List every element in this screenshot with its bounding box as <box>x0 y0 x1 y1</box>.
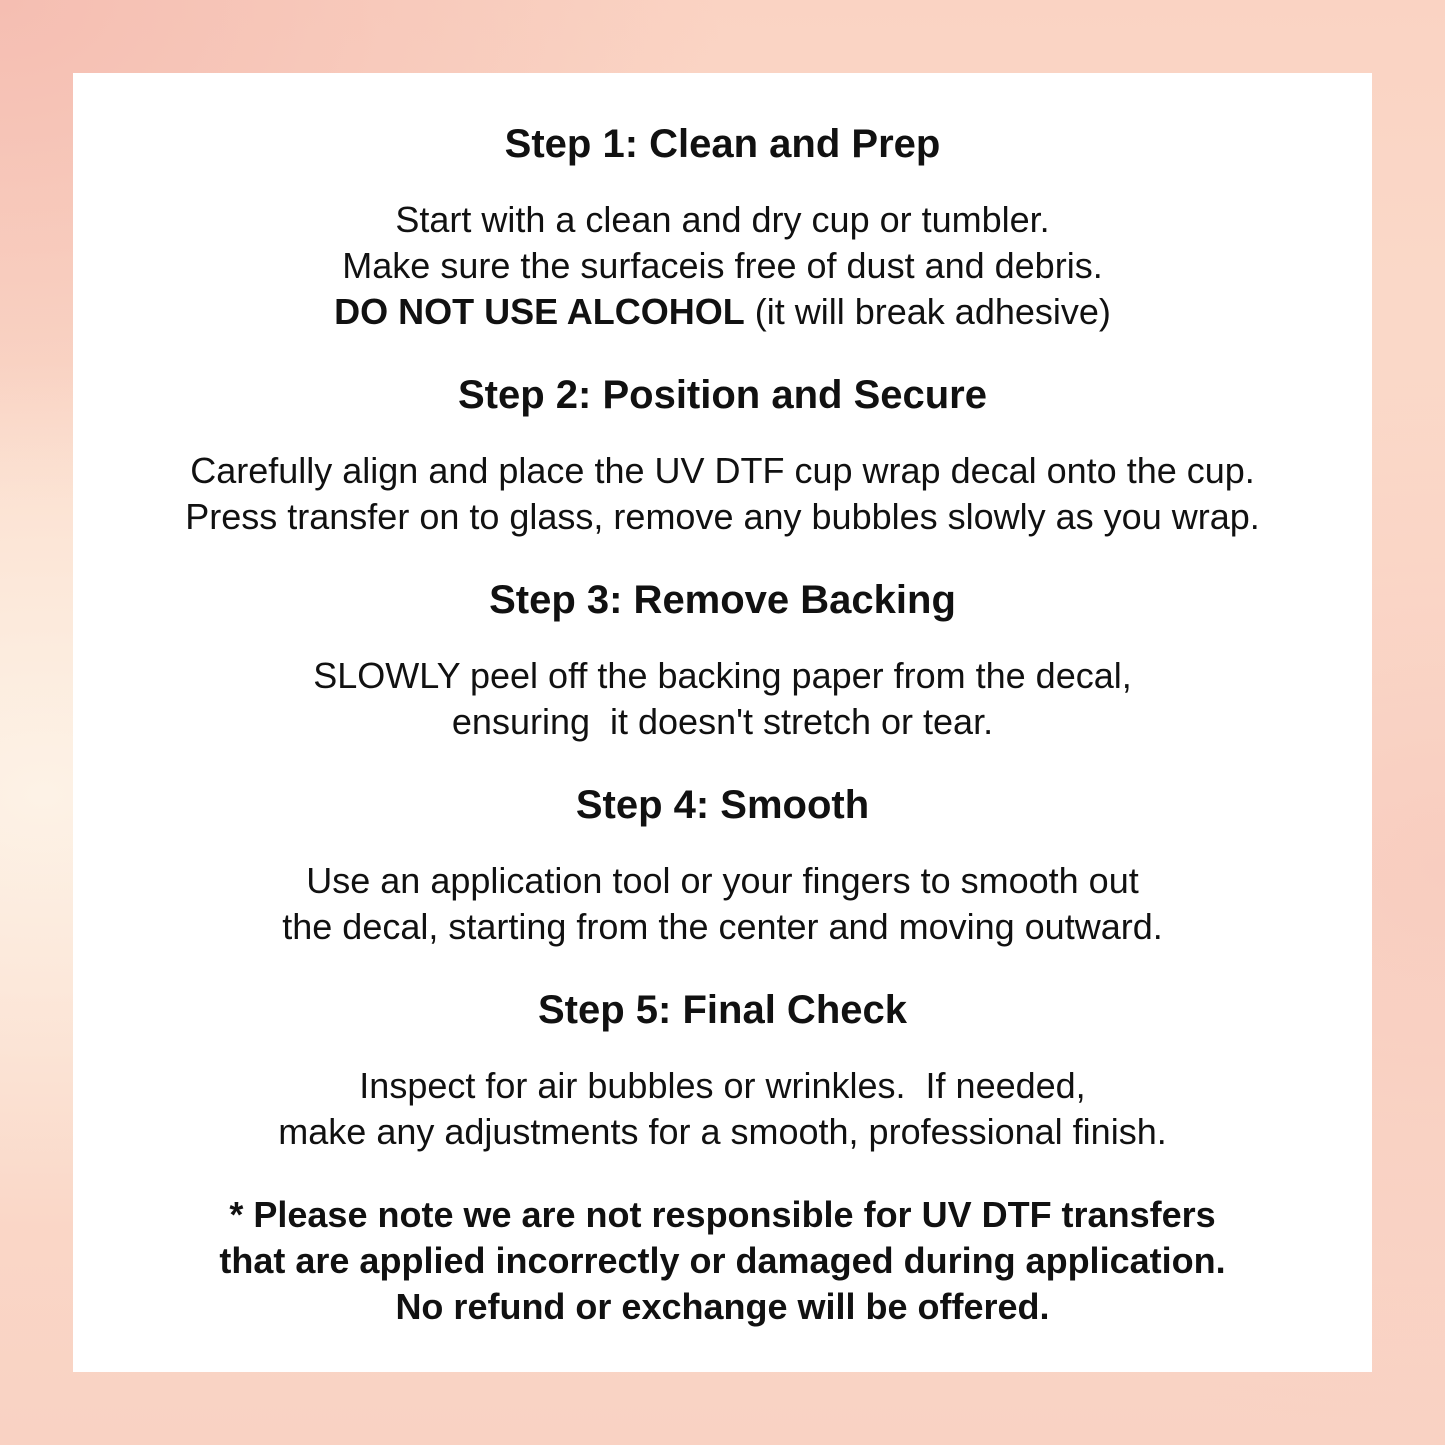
instruction-line: Use an application tool or your fingers to smooth out <box>306 860 1139 901</box>
instruction-line: Carefully align and place the UV DTF cup wrap decal onto the cup. <box>190 450 1255 491</box>
alcohol-warning-line <box>93 289 1352 335</box>
instruction-line: Make sure the surfaceis free of dust and debris. <box>342 245 1103 286</box>
step-3-section <box>93 577 1352 745</box>
disclaimer <box>93 1192 1352 1330</box>
step-2-heading: Step 2: Position and Secure <box>457 373 987 417</box>
instruction-line: Inspect for air bubbles or wrinkles. If needed, <box>359 1065 1086 1106</box>
disclaimer-line: No refund or exchange will be offered. <box>395 1286 1050 1327</box>
instruction-line: Start with a clean and dry cup or tumbler. <box>395 199 1050 240</box>
step-1-section <box>93 121 1352 335</box>
instruction-line: Press transfer on to glass, remove any bubbles slowly as you wrap. <box>185 496 1260 537</box>
step-5-heading: Step 5: Final Check <box>538 988 907 1032</box>
instruction-panel <box>73 73 1372 1372</box>
alcohol-warning-bold: DO NOT USE ALCOHOL <box>334 291 745 332</box>
step-4-section <box>93 782 1352 950</box>
disclaimer-line: that are applied incorrectly or damaged during application. <box>219 1240 1226 1281</box>
step-5-section <box>93 987 1352 1155</box>
disclaimer-line: * Please note we are not responsible for UV DTF transfers <box>229 1194 1216 1235</box>
instruction-line: ensuring it doesn't stretch or tear. <box>451 701 994 742</box>
step-4-heading: Step 4: Smooth <box>575 783 870 827</box>
alcohol-warning-rest: (it will break adhesive) <box>744 291 1111 332</box>
step-1-heading: Step 1: Clean and Prep <box>504 122 941 166</box>
instruction-line: the decal, starting from the center and moving outward. <box>282 906 1163 947</box>
step-2-section <box>93 372 1352 540</box>
instruction-line: make any adjustments for a smooth, professional finish. <box>278 1111 1167 1152</box>
instruction-line: SLOWLY peel off the backing paper from the decal, <box>313 655 1132 696</box>
step-3-heading: Step 3: Remove Backing <box>489 578 956 622</box>
